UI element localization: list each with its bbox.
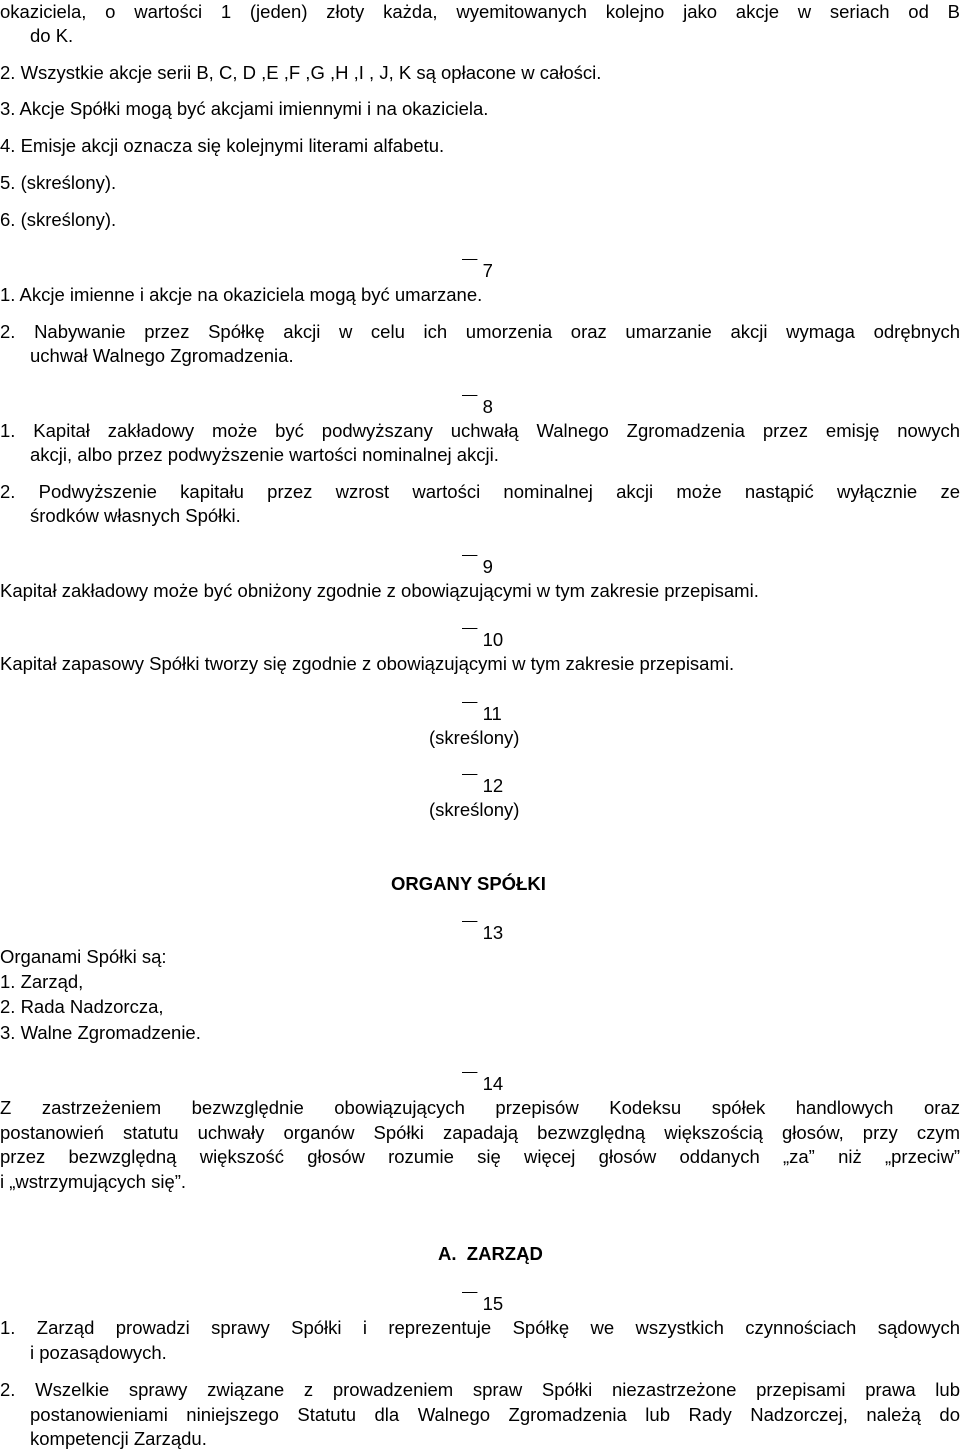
paragraph-line: Kapitał zapasowy Spółki tworzy się zgodnie z obowiązującymi w tym zakresie przepisami.	[0, 653, 735, 674]
paragraph-line: Kapitał zakładowy może być obniżony zgodnie z obowiązującymi w tym zakresie przepisami.	[0, 580, 759, 601]
paragraph-line: 1. Zarząd prowadzi sprawy Spółki i reprezentuje Spółkę we wszystkich czynnościach sądowych	[0, 1317, 960, 1338]
list-item: 2. Rada Nadzorcza,	[0, 996, 164, 1017]
paragraph-line: 1. Akcje imienne i akcje na okaziciela mogą być umarzane.	[0, 284, 483, 305]
section-mark-icon	[462, 1072, 477, 1096]
section-mark-icon	[462, 395, 477, 419]
section-number: 13	[462, 921, 503, 945]
list-item: 2. Wszystkie akcje serii B, C, D ,E ,F ,G ,H ,I , J, K są opłacone w całości.	[0, 62, 602, 83]
chapter-heading: A. ZARZĄD	[438, 1243, 543, 1264]
paragraph-line: uchwał Walnego Zgromadzenia.	[30, 345, 294, 366]
list-item: 6. (skreślony).	[0, 209, 117, 230]
section-text: (skreślony)	[429, 799, 520, 820]
paragraph-line: okaziciela, o wartości 1 (jeden) złoty każda, wyemitowanych kolejno jako akcje w seriach od B	[0, 1, 960, 22]
list-item: 3. Akcje Spółki mogą być akcjami imiennymi i na okaziciela.	[0, 98, 489, 119]
chapter-heading: ORGANY SPÓŁKI	[391, 873, 546, 894]
section-mark-icon	[462, 774, 477, 798]
paragraph-line: i „wstrzymujących się”.	[0, 1171, 187, 1192]
paragraph-line: postanowieniami niniejszego Statutu dla Walnego Zgromadzenia lub Rady Nadzorczej, należą do	[30, 1404, 960, 1425]
section-mark-icon	[462, 921, 477, 945]
paragraph-line: do K.	[30, 25, 74, 46]
paragraph-line: 1. Kapitał zakładowy może być podwyższany uchwałą Walnego Zgromadzenia przez emisję nowych	[0, 420, 960, 441]
section-mark-icon	[462, 702, 477, 726]
list-item: 4. Emisje akcji oznacza się kolejnymi literami alfabetu.	[0, 135, 445, 156]
section-mark-icon	[462, 1292, 477, 1316]
section-number: 9	[462, 555, 493, 579]
section-number: 10	[462, 628, 503, 652]
section-number: 12	[462, 774, 503, 798]
section-mark-icon	[462, 259, 477, 283]
paragraph-line: przez bezwzględną większość głosów rozumie się więcej głosów oddanych „za” niż „przeciw”	[0, 1146, 960, 1167]
paragraph-line: kompetencji Zarządu.	[30, 1428, 207, 1449]
list-item: 1. Zarząd,	[0, 971, 84, 992]
paragraph-line: akcji, albo przez podwyższenie wartości nominalnej akcji.	[30, 444, 499, 465]
paragraph-line: i pozasądowych.	[30, 1342, 167, 1363]
section-number: 8	[462, 395, 493, 419]
section-number: 7	[462, 259, 493, 283]
section-mark-icon	[462, 628, 477, 652]
paragraph-line: Z zastrzeżeniem bezwzględnie obowiązujących przepisów Kodeksu spółek handlowych oraz	[0, 1097, 960, 1118]
paragraph-line: 2. Wszelkie sprawy związane z prowadzeniem spraw Spółki niezastrzeżone przepisami prawa lub	[0, 1379, 960, 1400]
section-text: (skreślony)	[429, 727, 520, 748]
list-item: 3. Walne Zgromadzenie.	[0, 1022, 201, 1043]
paragraph-line: Organami Spółki są:	[0, 946, 167, 967]
section-number: 11	[462, 702, 502, 726]
paragraph-line: środków własnych Spółki.	[30, 505, 241, 526]
paragraph-line: 2. Podwyższenie kapitału przez wzrost wartości nominalnej akcji może nastąpić wyłącznie ze	[0, 481, 960, 502]
paragraph-line: postanowień statutu uchwały organów Spółki zapadają bezwzględną większością głosów, przy czym	[0, 1122, 960, 1143]
section-mark-icon	[462, 555, 477, 579]
section-number: 15	[462, 1292, 503, 1316]
paragraph-line: 2. Nabywanie przez Spółkę akcji w celu ich umorzenia oraz umarzanie akcji wymaga odrębnych	[0, 321, 960, 342]
section-number: 14	[462, 1072, 503, 1096]
list-item: 5. (skreślony).	[0, 172, 117, 193]
